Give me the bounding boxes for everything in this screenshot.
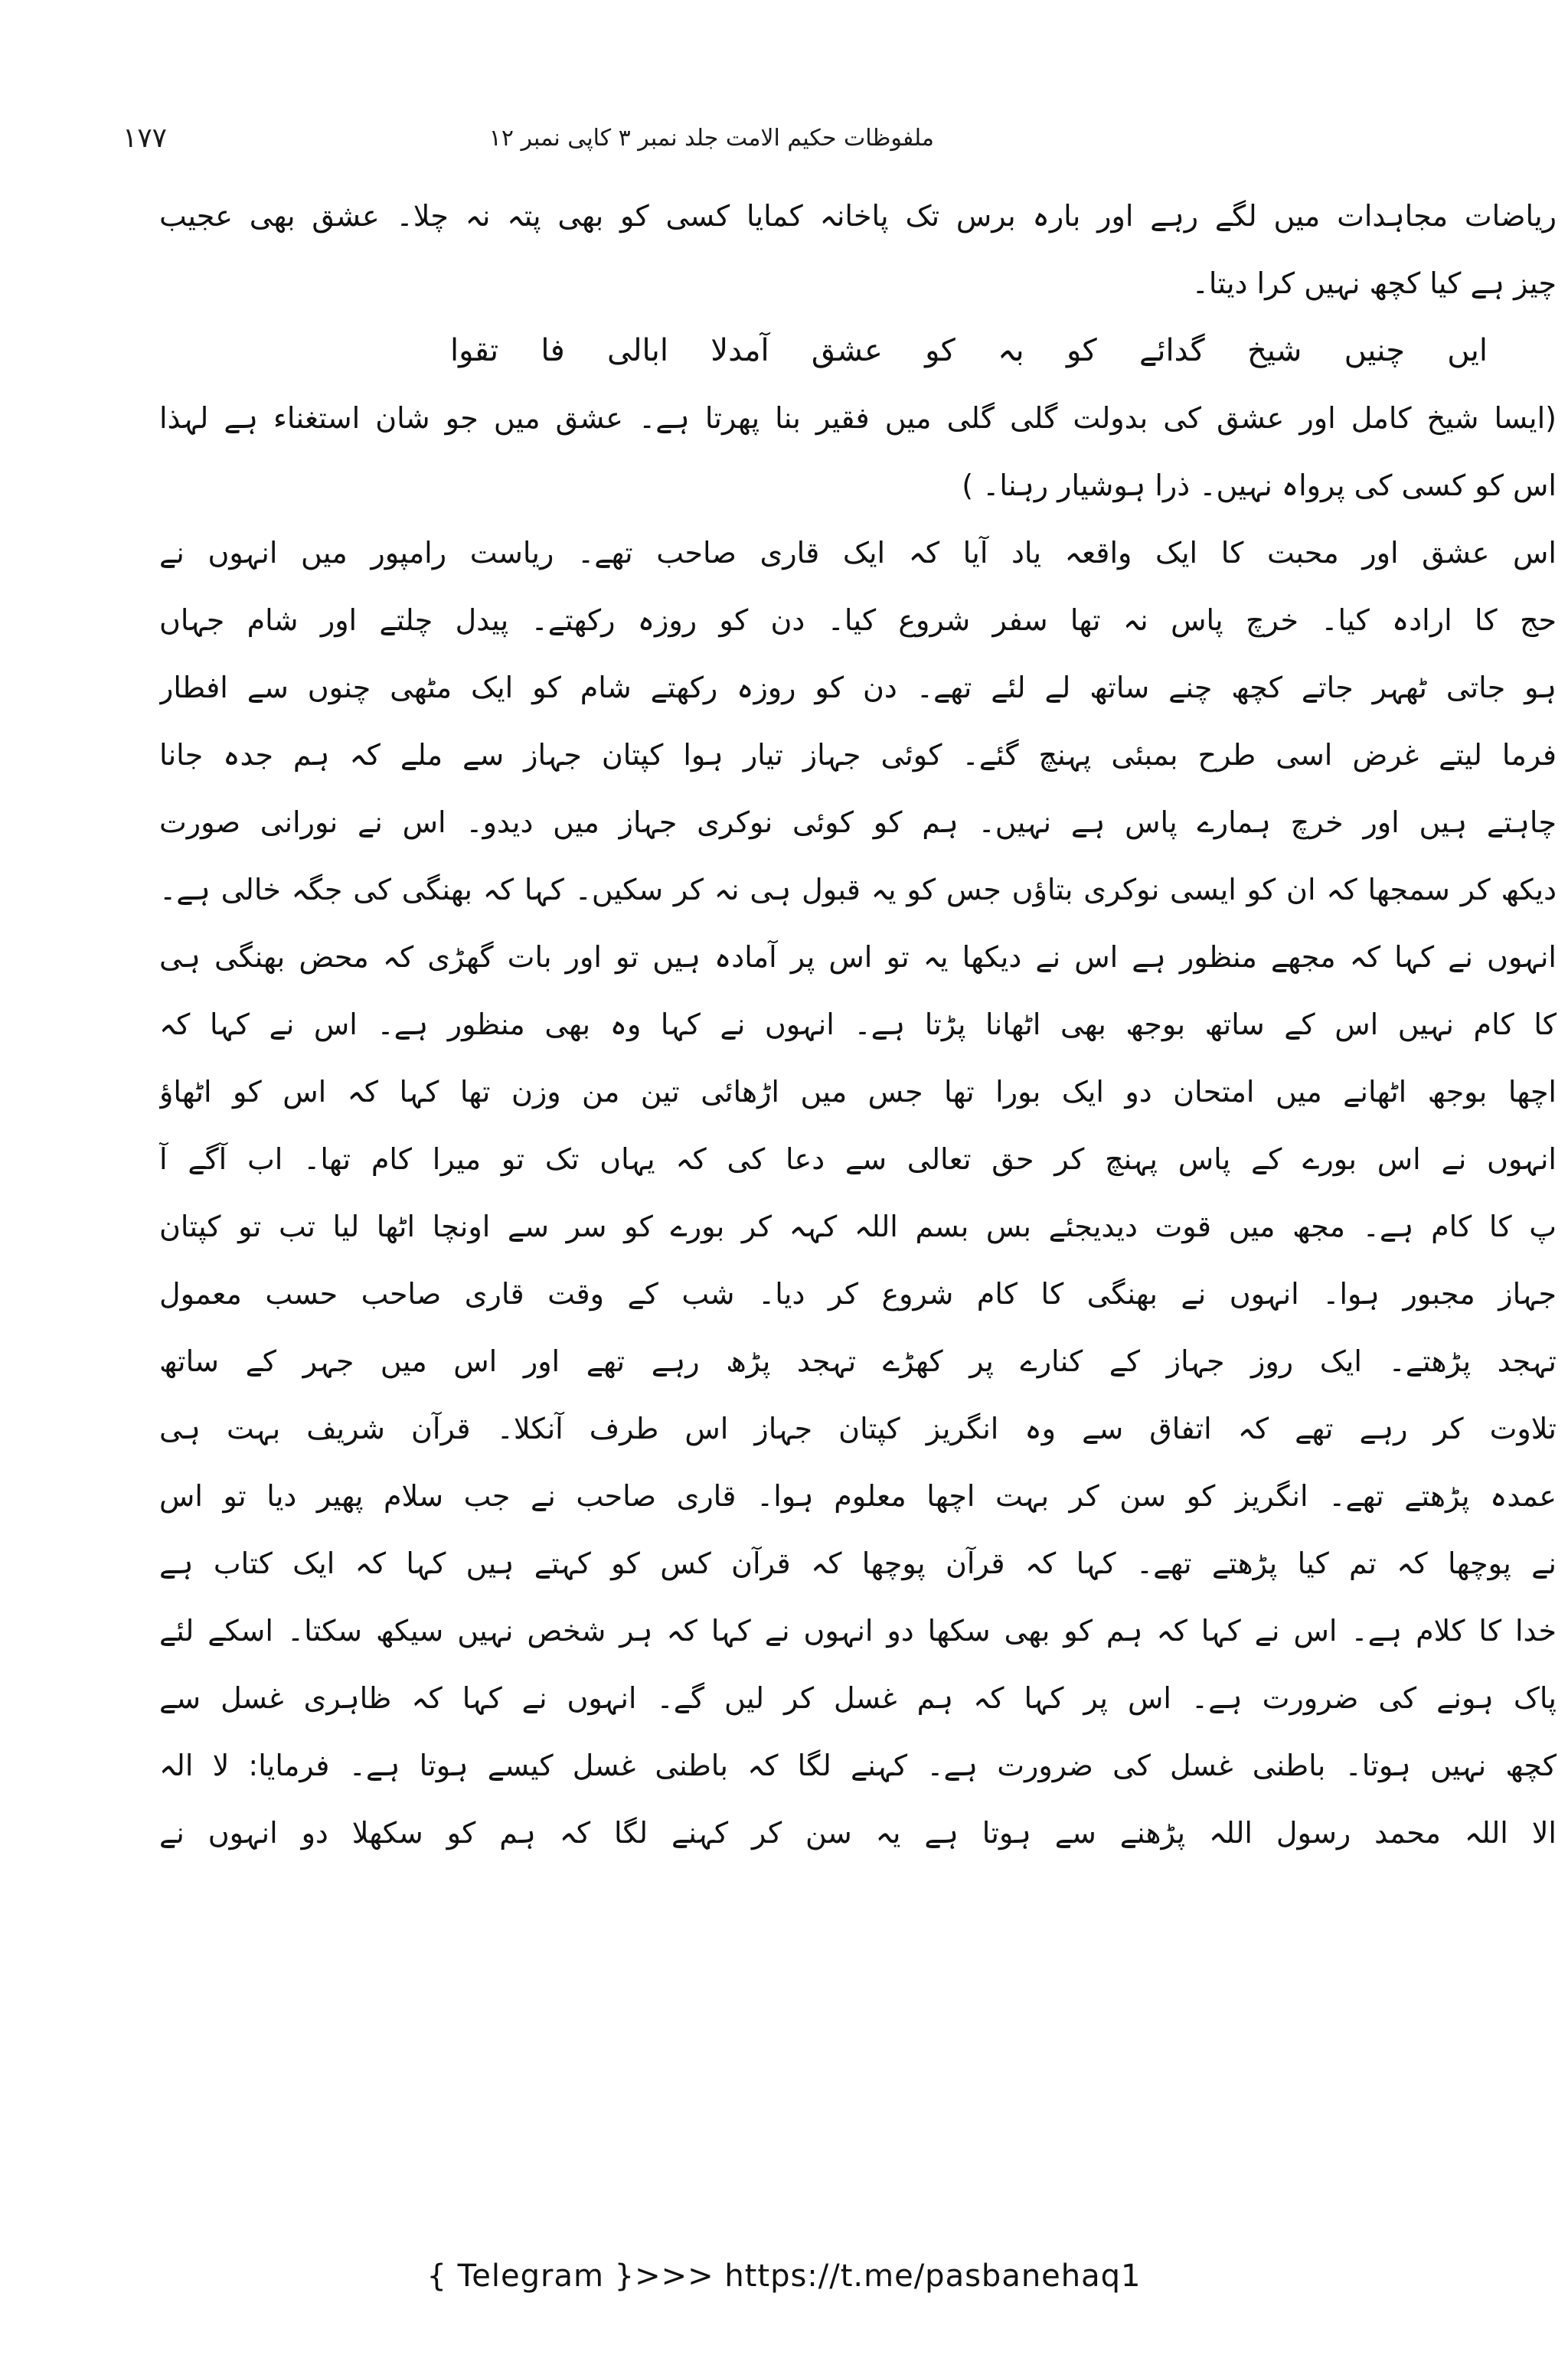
text-line: پاک ہونے کی ضرورت ہے۔ اس پر کہا کہ ہم غسل کر لیں گے۔ انہوں نے کہا کہ ظاہری غسل سے [159,1681,1557,1715]
text-line: پ کا کام ہے۔ مجھ میں قوت دیدیجئے بس بسم اللہ کہہ کر بورے کو سر سے اونچا اٹھا لیا تب تو کپتان [159,1210,1557,1243]
text-line: ریاضات مجاہدات میں لگے رہے اور بارہ برس تک پاخانہ کمایا کسی کو بھی پتہ نہ چلا۔ عشق بھی عجیب [159,199,1557,233]
text-line: (ایسا شیخ کامل اور عشق کی بدولت گلی گلی میں فقیر بنا پھرتا ہے۔ عشق میں جو شان استغناء ہے لہذا [159,401,1557,435]
text-line: الا اللہ محمد رسول اللہ پڑھنے سے ہوتا ہے یہ سن کر کہنے لگا کہ ہم کو سکھلا دو انہوں نے [159,1816,1557,1850]
text-line: عمدہ پڑھتے تھے۔ انگریز کو سن کر بہت اچھا معلوم ہوا۔ قاری صاحب نے جب سلام پھیر دیا تو اس [159,1479,1557,1513]
text-line: تہجد پڑھتے۔ ایک روز جہاز کے کنارے پر کھڑے تہجد پڑھ رہے تھے اور اس میں جہر کے ساتھ [159,1344,1557,1378]
text-line: چاہتے ہیں اور خرچ ہمارے پاس ہے نہیں۔ ہم کو کوئی نوکری جہاز میں دیدو۔ اس نے نورانی صورت [159,805,1557,839]
text-line: انہوں نے کہا کہ مجھے منظور ہے اس نے دیکھا یہ تو اس پر آمادہ ہیں تو اور بات گھڑی کہ محض بھنگی ہی [159,940,1557,974]
text-line: کا کام نہیں اس کے ساتھ بوجھ بھی اٹھانا پڑتا ہے۔ انہوں نے کہا وہ بھی منظور ہے۔ اس نے کہا کہ [159,1008,1557,1041]
text-line: دیکھ کر سمجھا کہ ان کو ایسی نوکری بتاؤں جس کو یہ قبول ہی نہ کر سکیں۔ کہا کہ بھنگی کی جگہ خالی ہے۔ [159,873,1557,906]
text-line: اچھا بوجھ اٹھانے میں امتحان دو ایک بورا تھا جس میں اڑھائی تین من وزن تھا کہا کہ اس کو اٹھاؤ [159,1075,1557,1109]
text-line: چیز ہے کیا کچھ نہیں کرا دیتا۔ [1191,266,1557,300]
text-line: اس عشق اور محبت کا ایک واقعہ یاد آیا کہ ایک قاری صاحب تھے۔ ریاست رامپور میں انہوں نے [159,536,1557,570]
text-line: حج کا ارادہ کیا۔ خرچ پاس نہ تھا سفر شروع کیا۔ دن کو روزہ رکھتے۔ پیدل چلتے اور شام جہاں [159,603,1557,637]
text-line: جہاز مجبور ہوا۔ انہوں نے بھنگی کا کام شروع کر دیا۔ شب کے وقت قاری صاحب حسب معمول [159,1277,1557,1311]
text-line: اس کو کسی کی پرواہ نہیں۔ ذرا ہوشیار رہنا۔ ) [962,469,1557,502]
book-title: ملفوظات حکیم الامت جلد نمبر ۳ کاپی نمبر ۱۲ [488,124,934,152]
text-line: تلاوت کر رہے تھے کہ اتفاق سے وہ انگریز کپتان جہاز اس طرف آنکلا۔ قرآن شریف بہت ہی [159,1412,1557,1445]
text-line: خدا کا کلام ہے۔ اس نے کہا کہ ہم کو بھی سکھا دو انہوں نے کہا کہ ہر شخص نہیں سیکھ سکتا۔ اسکے لئے [159,1614,1557,1648]
telegram-link[interactable]: { Telegram }>>> https://t.me/pasbanehaq1 [426,2259,1142,2294]
text-line: کچھ نہیں ہوتا۔ باطنی غسل کی ضرورت ہے۔ کہنے لگا کہ باطنی غسل کیسے ہوتا ہے۔ فرمایا: لا الہ [159,1749,1557,1782]
body-text [159,182,1557,1867]
text-line: ہو جاتی ٹھہر جاتے کچھ چنے ساتھ لے لئے تھے۔ دن کو روزہ رکھتے شام کو ایک مٹھی چنوں سے افطار [159,671,1557,704]
page-number: ۱۷۷ [122,122,168,154]
text-line: انہوں نے اس بورے کے پاس پہنچ کر حق تعالی سے دعا کی کہ یہاں تک تو میرا کام تھا۔ اب آگے آ [159,1142,1557,1176]
persian-verse: ایں چنیں شیخ گدائے کو بہ کو عشق آمدلا ابالی فا تقوا [450,333,1488,368]
page-header [122,115,934,161]
text-line: نے پوچھا کہ تم کیا پڑھتے تھے۔ کہا کہ قرآن پوچھا کہ قرآن کس کو کہتے ہیں کہا کہ ایک کتاب ہے [159,1547,1557,1580]
text-line: فرما لیتے غرض اسی طرح بمبئی پہنچ گئے۔ کوئی جہاز تیار ہوا کپتان جہاز سے ملے کہ ہم جدہ جانا [159,738,1557,772]
